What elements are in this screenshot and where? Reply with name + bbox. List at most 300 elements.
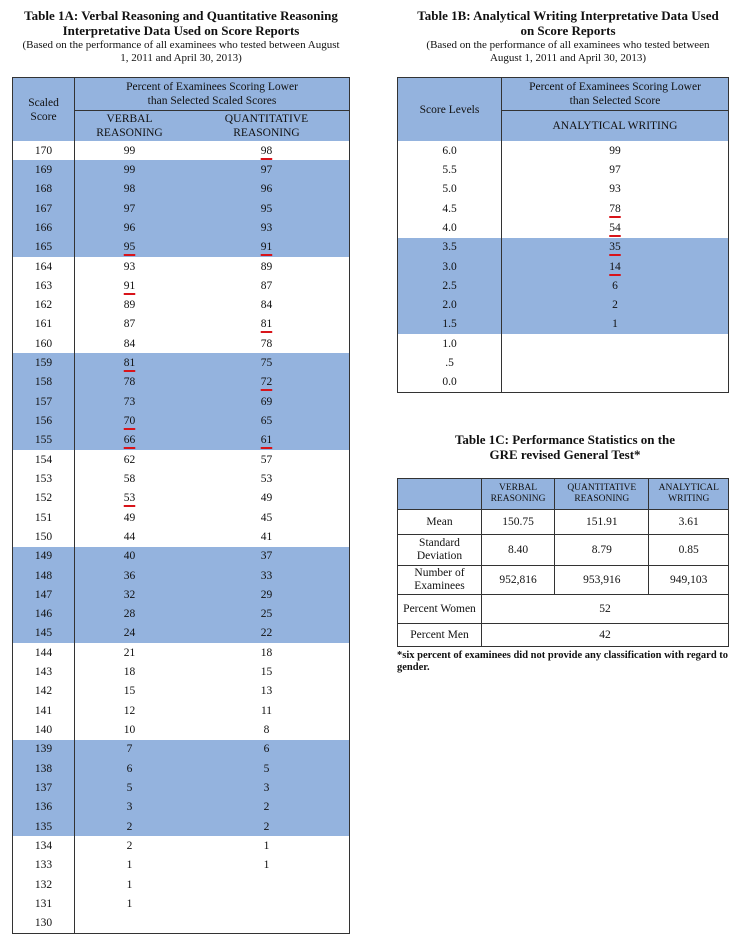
scaled-score-cell xyxy=(13,894,75,913)
col-header-group-1b: Percent of Examinees Scoring Lower than Selected Score xyxy=(502,78,729,111)
col-header-writing: ANALYTICAL WRITING xyxy=(552,120,678,132)
n-writing: 949,103 xyxy=(649,566,729,595)
n-verbal: 952,816 xyxy=(482,566,555,595)
verbal-percentile-cell xyxy=(75,740,184,759)
table-row xyxy=(13,315,350,334)
table-row xyxy=(13,720,350,739)
cell-value: 163 xyxy=(34,279,53,292)
cell-value: 6 xyxy=(263,743,270,756)
writing-percentile-cell xyxy=(502,334,729,353)
verbal-percentile-cell xyxy=(75,875,184,894)
cell-value: 89 xyxy=(123,299,136,312)
cell-value: 158 xyxy=(34,376,53,389)
scaled-score-cell xyxy=(13,566,75,585)
verbal-percentile-cell xyxy=(75,778,184,797)
verbal-percentile-cell xyxy=(75,624,184,643)
scaled-score-cell xyxy=(13,547,75,566)
col-header-writing-1c: ANALYTICAL WRITING xyxy=(649,479,729,510)
cell-value: 167 xyxy=(34,202,53,215)
cell-value: 6 xyxy=(126,762,133,775)
scaled-score-cell xyxy=(13,798,75,817)
cell-value: 78 xyxy=(260,337,273,350)
cell-value: 15 xyxy=(123,685,136,698)
score-level-cell xyxy=(398,160,502,179)
verbal-percentile-cell xyxy=(75,527,184,546)
verbal-percentile-cell xyxy=(75,759,184,778)
scaled-score-cell xyxy=(13,199,75,218)
scaled-score-cell xyxy=(13,334,75,353)
cell-value: 148 xyxy=(34,569,53,582)
table-row xyxy=(13,238,350,257)
quant-percentile-cell xyxy=(184,720,350,739)
cell-value: 162 xyxy=(34,299,53,312)
quant-percentile-cell xyxy=(184,508,350,527)
cell-value: 24 xyxy=(123,627,136,640)
table-row xyxy=(13,508,350,527)
table-1a xyxy=(12,77,350,934)
cell-value: 15 xyxy=(260,666,273,679)
quant-percentile-cell xyxy=(184,662,350,681)
table-row xyxy=(13,817,350,836)
cell-value: 53 xyxy=(123,492,136,505)
quant-percentile-cell xyxy=(184,875,350,894)
cell-value: .5 xyxy=(445,357,454,370)
table-row xyxy=(13,431,350,450)
verbal-percentile-cell xyxy=(75,392,184,411)
cell-value: 4.5 xyxy=(442,202,457,215)
score-level-cell xyxy=(398,315,502,334)
table-row xyxy=(13,585,350,604)
scaled-score-cell xyxy=(13,141,75,160)
writing-percentile-cell xyxy=(502,257,729,276)
quant-percentile-cell xyxy=(184,547,350,566)
verbal-percentile-cell xyxy=(75,199,184,218)
cell-value: 98 xyxy=(260,144,273,157)
verbal-percentile-cell xyxy=(75,547,184,566)
scaled-score-cell xyxy=(13,643,75,662)
cell-value: 155 xyxy=(34,434,53,447)
table-row xyxy=(13,740,350,759)
cell-value: 84 xyxy=(123,337,136,350)
table-row xyxy=(13,296,350,315)
quant-percentile-cell xyxy=(184,817,350,836)
scaled-score-cell xyxy=(13,296,75,315)
cell-value: 142 xyxy=(34,685,53,698)
cell-value: 32 xyxy=(123,588,136,601)
cell-value: 13 xyxy=(260,685,273,698)
verbal-percentile-cell xyxy=(75,334,184,353)
verbal-percentile-cell xyxy=(75,353,184,372)
writing-percentile-cell xyxy=(502,141,729,160)
cell-value: 93 xyxy=(609,183,621,196)
cell-value: 169 xyxy=(34,163,53,176)
row-label-mean: Mean xyxy=(398,510,482,535)
table-row xyxy=(13,566,350,585)
verbal-percentile-cell xyxy=(75,238,184,257)
cell-value: 3 xyxy=(263,781,270,794)
cell-value: 14 xyxy=(609,260,621,273)
writing-percentile-cell xyxy=(502,238,729,257)
table-1b xyxy=(397,77,729,393)
verbal-percentile-cell xyxy=(75,914,184,934)
verbal-percentile-cell xyxy=(75,469,184,488)
cell-value: 62 xyxy=(123,453,136,466)
cell-value: 96 xyxy=(123,221,136,234)
cell-value: 131 xyxy=(34,897,53,910)
table-row xyxy=(398,296,729,315)
mean-writing: 3.61 xyxy=(649,510,729,535)
cell-value: 3.0 xyxy=(442,260,457,273)
table-1c xyxy=(397,478,729,647)
quant-percentile-cell xyxy=(184,740,350,759)
scaled-score-cell xyxy=(13,160,75,179)
quant-percentile-cell xyxy=(184,527,350,546)
verbal-percentile-cell xyxy=(75,218,184,237)
scaled-score-cell xyxy=(13,276,75,295)
quant-percentile-cell xyxy=(184,334,350,353)
table-row xyxy=(398,199,729,218)
scaled-score-cell xyxy=(13,662,75,681)
quant-percentile-cell xyxy=(184,373,350,392)
writing-percentile-cell xyxy=(502,353,729,372)
table-row xyxy=(13,373,350,392)
score-level-cell xyxy=(398,257,502,276)
table-row xyxy=(13,875,350,894)
cell-value: 87 xyxy=(123,318,136,331)
cell-value: 1 xyxy=(126,878,133,891)
col-header-score-levels: Score Levels xyxy=(398,78,502,142)
cell-value: 6 xyxy=(612,279,618,292)
table-row xyxy=(398,218,729,237)
cell-value: 18 xyxy=(123,666,136,679)
quant-percentile-cell xyxy=(184,257,350,276)
table-row xyxy=(13,218,350,237)
table-row xyxy=(13,856,350,875)
cell-value: 98 xyxy=(123,183,136,196)
table-row xyxy=(398,353,729,372)
cell-value: 99 xyxy=(123,163,136,176)
score-level-cell xyxy=(398,218,502,237)
cell-value: 140 xyxy=(34,724,53,737)
cell-value: 95 xyxy=(260,202,273,215)
writing-percentile-cell xyxy=(502,199,729,218)
cell-value: 3.5 xyxy=(442,241,457,254)
quant-percentile-cell xyxy=(184,856,350,875)
verbal-percentile-cell xyxy=(75,489,184,508)
cell-value: 153 xyxy=(34,472,53,485)
cell-value: 137 xyxy=(34,781,53,794)
cell-value: 75 xyxy=(260,357,273,370)
cell-value: 84 xyxy=(260,299,273,312)
table-row xyxy=(398,141,729,160)
cell-value: 141 xyxy=(34,704,53,717)
cell-value: 161 xyxy=(34,318,53,331)
scaled-score-cell xyxy=(13,914,75,934)
quant-percentile-cell xyxy=(184,450,350,469)
table-1c-corner xyxy=(398,479,482,510)
cell-value: 136 xyxy=(34,801,53,814)
mean-verbal: 150.75 xyxy=(482,510,555,535)
cell-value: 133 xyxy=(34,859,53,872)
quant-percentile-cell xyxy=(184,238,350,257)
verbal-percentile-cell xyxy=(75,701,184,720)
cell-value: 93 xyxy=(123,260,136,273)
cell-value: 69 xyxy=(260,395,273,408)
col-header-quant: QUANTITATIVE REASONING xyxy=(224,113,309,139)
quant-percentile-cell xyxy=(184,276,350,295)
table-row xyxy=(13,894,350,913)
cell-value: 93 xyxy=(260,221,273,234)
cell-value: 54 xyxy=(609,221,621,234)
cell-value: 159 xyxy=(34,357,53,370)
cell-value: 2 xyxy=(612,299,618,312)
cell-value: 65 xyxy=(260,415,273,428)
cell-value: 97 xyxy=(609,163,621,176)
table-row xyxy=(13,141,350,160)
quant-percentile-cell xyxy=(184,624,350,643)
cell-value: 1 xyxy=(263,839,270,852)
table-row xyxy=(398,160,729,179)
score-level-cell xyxy=(398,373,502,393)
cell-value: 139 xyxy=(34,743,53,756)
table-row xyxy=(398,180,729,199)
cell-value: 5.5 xyxy=(442,163,457,176)
quant-percentile-cell xyxy=(184,353,350,372)
table-1c-title: Table 1C: Performance Statistics on the GRE revised General Test* xyxy=(454,432,676,462)
cell-value: 2 xyxy=(263,801,270,814)
score-level-cell xyxy=(398,141,502,160)
cell-value: 135 xyxy=(34,820,53,833)
table-row xyxy=(13,392,350,411)
table-1c-footnote: *six percent of examinees did not provide any classification with regard to gender. xyxy=(397,650,729,673)
cell-value: 8 xyxy=(263,724,270,737)
verbal-percentile-cell xyxy=(75,798,184,817)
cell-value: 12 xyxy=(123,704,136,717)
table-row xyxy=(398,257,729,276)
cell-value: 70 xyxy=(123,415,136,428)
cell-value: 4.0 xyxy=(442,221,457,234)
scaled-score-cell xyxy=(13,527,75,546)
table-row xyxy=(13,605,350,624)
cell-value: 147 xyxy=(34,588,53,601)
scaled-score-cell xyxy=(13,856,75,875)
scaled-score-cell xyxy=(13,353,75,372)
scaled-score-cell xyxy=(13,759,75,778)
verbal-percentile-cell xyxy=(75,894,184,913)
quant-percentile-cell xyxy=(184,315,350,334)
table-row xyxy=(398,238,729,257)
table-row xyxy=(13,701,350,720)
cell-value: 154 xyxy=(34,453,53,466)
cell-value: 36 xyxy=(123,569,136,582)
cell-value: 10 xyxy=(123,724,136,737)
cell-value: 2 xyxy=(126,820,133,833)
quant-percentile-cell xyxy=(184,778,350,797)
table-row xyxy=(13,489,350,508)
table-1a-subtitle: (Based on the performance of all examinees who tested between August 1, 2011 and April 30, 2013) xyxy=(22,39,340,64)
cell-value: 29 xyxy=(260,588,273,601)
cell-value: 132 xyxy=(34,878,53,891)
quant-percentile-cell xyxy=(184,585,350,604)
quant-percentile-cell xyxy=(184,431,350,450)
score-level-cell xyxy=(398,334,502,353)
score-level-cell xyxy=(398,296,502,315)
table-row xyxy=(13,547,350,566)
table-row xyxy=(13,682,350,701)
cell-value: 1.0 xyxy=(442,337,457,350)
cell-value: 7 xyxy=(126,743,133,756)
writing-percentile-cell xyxy=(502,218,729,237)
verbal-percentile-cell xyxy=(75,411,184,430)
verbal-percentile-cell xyxy=(75,180,184,199)
col-header-verbal: VERBAL REASONING xyxy=(96,113,163,139)
table-row xyxy=(13,798,350,817)
table-row xyxy=(13,836,350,855)
quant-percentile-cell xyxy=(184,141,350,160)
cell-value: 1 xyxy=(263,859,270,872)
cell-value: 37 xyxy=(260,550,273,563)
verbal-percentile-cell xyxy=(75,566,184,585)
scaled-score-cell xyxy=(13,624,75,643)
quant-percentile-cell xyxy=(184,682,350,701)
cell-value: 73 xyxy=(123,395,136,408)
cell-value: 1 xyxy=(126,859,133,872)
cell-value: 152 xyxy=(34,492,53,505)
verbal-percentile-cell xyxy=(75,585,184,604)
table-row xyxy=(13,180,350,199)
cell-value: 160 xyxy=(34,337,53,350)
scaled-score-cell xyxy=(13,682,75,701)
table-row xyxy=(13,199,350,218)
table-row xyxy=(13,334,350,353)
table-row xyxy=(13,469,350,488)
cell-value: 99 xyxy=(609,144,621,157)
quant-percentile-cell xyxy=(184,180,350,199)
cell-value: 49 xyxy=(123,511,136,524)
cell-value: 2.0 xyxy=(442,299,457,312)
scaled-score-cell xyxy=(13,411,75,430)
cell-value: 91 xyxy=(123,279,136,292)
cell-value: 170 xyxy=(34,144,53,157)
cell-value: 5.0 xyxy=(442,183,457,196)
table-row xyxy=(13,914,350,934)
quant-percentile-cell xyxy=(184,218,350,237)
cell-value: 166 xyxy=(34,221,53,234)
quant-percentile-cell xyxy=(184,914,350,934)
cell-value: 72 xyxy=(260,376,273,389)
table-row xyxy=(398,315,729,334)
cell-value: 89 xyxy=(260,260,273,273)
cell-value: 18 xyxy=(260,646,273,659)
n-quant: 953,916 xyxy=(555,566,649,595)
score-level-cell xyxy=(398,353,502,372)
verbal-percentile-cell xyxy=(75,315,184,334)
cell-value: 25 xyxy=(260,608,273,621)
cell-value: 168 xyxy=(34,183,53,196)
scaled-score-cell xyxy=(13,392,75,411)
score-level-cell xyxy=(398,276,502,295)
scaled-score-cell xyxy=(13,469,75,488)
percent-women: 52 xyxy=(482,595,729,624)
cell-value: 78 xyxy=(609,202,621,215)
quant-percentile-cell xyxy=(184,605,350,624)
score-level-cell xyxy=(398,199,502,218)
sd-writing: 0.85 xyxy=(649,535,729,566)
percent-men: 42 xyxy=(482,624,729,647)
scaled-score-cell xyxy=(13,836,75,855)
cell-value: 3 xyxy=(126,801,133,814)
scaled-score-cell xyxy=(13,218,75,237)
cell-value: 145 xyxy=(34,627,53,640)
quant-percentile-cell xyxy=(184,160,350,179)
cell-value: 5 xyxy=(263,762,270,775)
cell-value: 61 xyxy=(260,434,273,447)
quant-percentile-cell xyxy=(184,392,350,411)
cell-value: 33 xyxy=(260,569,273,582)
table-row xyxy=(13,450,350,469)
verbal-percentile-cell xyxy=(75,141,184,160)
verbal-percentile-cell xyxy=(75,373,184,392)
cell-value: 130 xyxy=(34,917,53,930)
cell-value: 134 xyxy=(34,839,53,852)
writing-percentile-cell xyxy=(502,296,729,315)
writing-percentile-cell xyxy=(502,180,729,199)
writing-percentile-cell xyxy=(502,160,729,179)
scaled-score-cell xyxy=(13,701,75,720)
quant-percentile-cell xyxy=(184,489,350,508)
cell-value: 44 xyxy=(123,530,136,543)
table-row xyxy=(13,276,350,295)
quant-percentile-cell xyxy=(184,296,350,315)
table-row xyxy=(13,257,350,276)
table-row xyxy=(398,276,729,295)
cell-value: 2.5 xyxy=(442,279,457,292)
writing-percentile-cell xyxy=(502,373,729,393)
row-label-n: Number of Examinees xyxy=(398,566,482,595)
cell-value: 91 xyxy=(260,241,273,254)
verbal-percentile-cell xyxy=(75,431,184,450)
verbal-percentile-cell xyxy=(75,856,184,875)
cell-value: 35 xyxy=(609,241,621,254)
cell-value: 78 xyxy=(123,376,136,389)
verbal-percentile-cell xyxy=(75,296,184,315)
table-row xyxy=(13,662,350,681)
table-row xyxy=(13,527,350,546)
scaled-score-cell xyxy=(13,489,75,508)
table-1b-subtitle: (Based on the performance of all examinees who tested between August 1, 2011 and April 30, 2013) xyxy=(426,39,710,64)
cell-value: 11 xyxy=(260,704,273,717)
col-header-verbal-1c: VERBAL REASONING xyxy=(482,479,555,510)
scaled-score-cell xyxy=(13,180,75,199)
table-1a-title: Table 1A: Verbal Reasoning and Quantitative Reasoning Interpretative Data Used on Score Reports xyxy=(24,8,338,38)
quant-percentile-cell xyxy=(184,894,350,913)
table-row xyxy=(398,334,729,353)
writing-percentile-cell xyxy=(502,276,729,295)
table-row xyxy=(13,160,350,179)
cell-value: 66 xyxy=(123,434,136,447)
quant-percentile-cell xyxy=(184,759,350,778)
scaled-score-cell xyxy=(13,315,75,334)
cell-value: 1 xyxy=(126,897,133,910)
cell-value: 138 xyxy=(34,762,53,775)
mean-quant: 151.91 xyxy=(555,510,649,535)
verbal-percentile-cell xyxy=(75,682,184,701)
cell-value: 1.5 xyxy=(442,318,457,331)
cell-value: 87 xyxy=(260,279,273,292)
row-label-sd: Standard Deviation xyxy=(398,535,482,566)
cell-value: 151 xyxy=(34,511,53,524)
cell-value: 40 xyxy=(123,550,136,563)
